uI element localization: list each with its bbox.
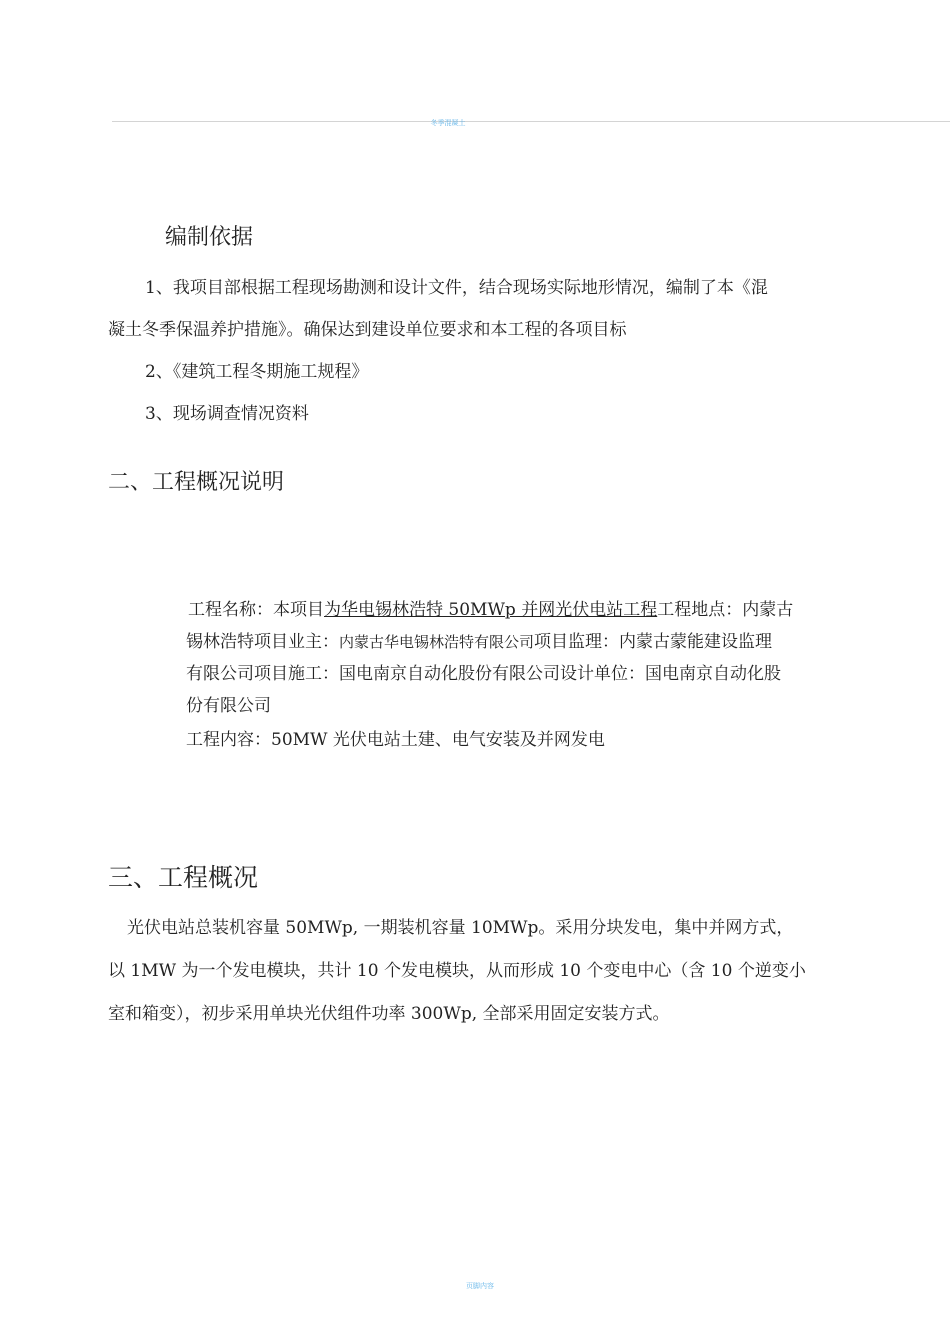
project-name-underlined: 为华电锡林浩特 50MWp 并网光伏电站工程 bbox=[324, 600, 658, 620]
overview-line-2: 以 1MW 为一个发电模块，共计 10 个发电模块，从而形成 10 个变电中心（含 10 个逆变小 bbox=[108, 961, 806, 981]
basis-item-1-line-2: 凝土冬季保温养护措施》。确保达到建设单位要求和本工程的各项目标 bbox=[108, 320, 627, 340]
project-name-prefix: 工程名称：本项目 bbox=[188, 600, 324, 620]
overview-line-3: 室和箱变），初步采用单块光伏组件功率 300Wp, 全部采用固定安装方式。 bbox=[108, 1004, 670, 1024]
project-info-line-4: 份有限公司 bbox=[186, 696, 271, 716]
project-info-line-2 bbox=[186, 626, 772, 658]
section-title-overview-desc: 二、工程概况说明 bbox=[108, 470, 285, 495]
project-content: 工程内容：50MW 光伏电站土建、电气安装及并网发电 bbox=[186, 730, 605, 750]
basis-item-2: 2、《建筑工程冬期施工规程》 bbox=[145, 362, 369, 382]
owner-name: 内蒙古华电锡林浩特有限公司 bbox=[339, 633, 535, 651]
project-info-line-1 bbox=[188, 594, 793, 626]
page-footer: 页脚内容 bbox=[466, 1282, 494, 1290]
owner-label: 锡林浩特项目业主： bbox=[186, 632, 339, 652]
basis-item-3: 3、现场调查情况资料 bbox=[145, 404, 309, 424]
page-header: 冬季混凝土 bbox=[430, 119, 466, 127]
supervisor-label: 项目监理：内蒙古蒙能建设监理 bbox=[534, 632, 773, 652]
overview-line-1: 光伏电站总装机容量 50MWp, 一期装机容量 10MWp。采用分块发电，集中并网方式， bbox=[127, 918, 794, 938]
project-location: 工程地点：内蒙古 bbox=[657, 600, 794, 620]
header-rule bbox=[112, 121, 950, 122]
section-title-overview: 三、工程概况 bbox=[108, 863, 259, 892]
section-title-basis: 编制依据 bbox=[165, 225, 254, 250]
project-info-line-3: 有限公司项目施工：国电南京自动化股份有限公司设计单位：国电南京自动化股 bbox=[186, 664, 781, 684]
basis-item-1-line-1: 1、我项目部根据工程现场勘测和设计文件，结合现场实际地形情况，编制了本《混 bbox=[145, 278, 768, 298]
